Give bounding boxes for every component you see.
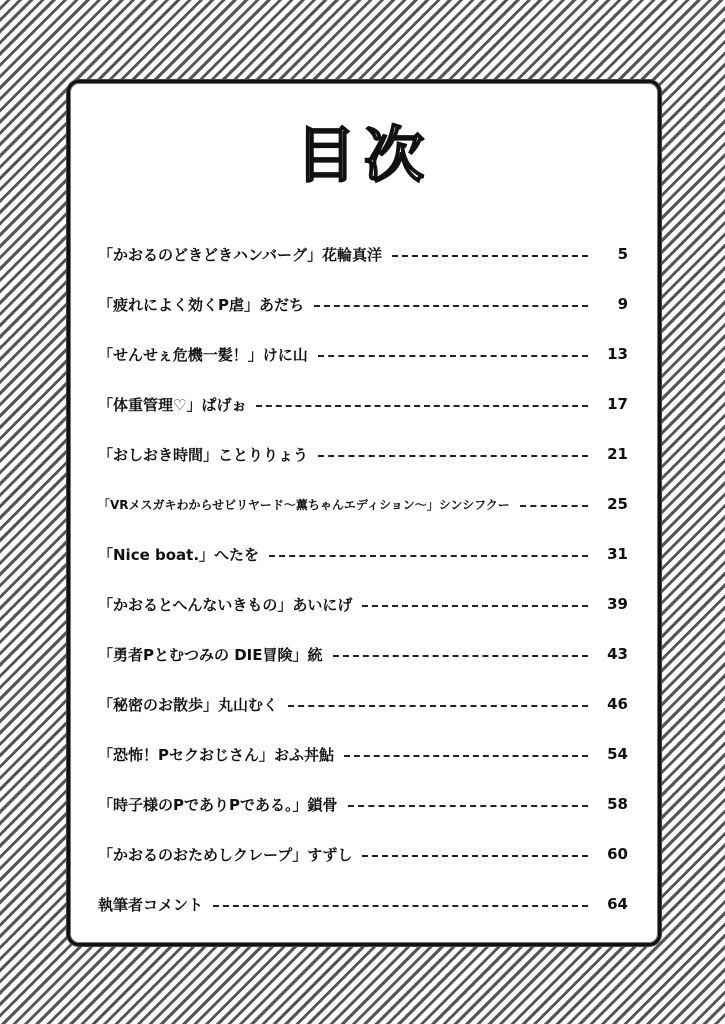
leader-dashes bbox=[213, 905, 588, 907]
leader-dashes bbox=[362, 855, 588, 857]
entry-title: 「Nice boat.」へたを bbox=[98, 545, 260, 564]
leader-dashes bbox=[348, 805, 589, 807]
entry-title: 「秘密のお散歩」丸山むく bbox=[98, 695, 279, 714]
entry-title: 「VRメスガキわからせビリヤード〜薫ちゃんエディション〜」シンシフクー bbox=[98, 497, 510, 512]
leader-dashes bbox=[318, 455, 588, 457]
entry-title: 「かおるとへんないきもの」あいにげ bbox=[98, 595, 353, 614]
entry-title: 「恐怖！Pセクおじさん」おふ丼鮎 bbox=[98, 745, 334, 764]
entry-page: 9 bbox=[617, 295, 628, 313]
toc-entry[interactable] bbox=[98, 479, 628, 529]
entry-page: 39 bbox=[607, 595, 628, 613]
entry-title: 「時子様のPでありPである。」鎖骨 bbox=[98, 795, 338, 814]
toc-entry[interactable] bbox=[98, 229, 628, 279]
entry-title: 「かおるのどきどきハンバーグ」花輪真洋 bbox=[98, 245, 382, 264]
entry-title: 「かおるのおためしクレープ」すずし bbox=[98, 845, 353, 864]
toc-list bbox=[98, 229, 628, 929]
leader-dashes bbox=[269, 555, 588, 557]
toc-entry[interactable] bbox=[98, 429, 628, 479]
entry-title: 「疲れによく効くP虐」あだち bbox=[98, 295, 304, 314]
toc-entry[interactable] bbox=[98, 279, 628, 329]
toc-entry[interactable] bbox=[98, 879, 628, 929]
page-title: 目次 bbox=[296, 121, 432, 191]
entry-title: 執筆者コメント bbox=[98, 895, 204, 914]
entry-page: 17 bbox=[607, 395, 628, 413]
entry-page: 21 bbox=[607, 445, 628, 463]
entry-page: 25 bbox=[607, 495, 628, 513]
leader-dashes bbox=[344, 755, 588, 757]
leader-dashes bbox=[256, 405, 588, 407]
leader-dashes bbox=[314, 305, 588, 307]
entry-page: 60 bbox=[607, 845, 628, 863]
toc-entry[interactable] bbox=[98, 329, 628, 379]
leader-dashes bbox=[392, 255, 588, 257]
toc-entry[interactable] bbox=[98, 729, 628, 779]
toc-entry[interactable] bbox=[98, 629, 628, 679]
leader-dashes bbox=[318, 355, 588, 357]
entry-title: 「体重管理♡」ぱげぉ bbox=[98, 395, 247, 414]
toc-entry[interactable] bbox=[98, 779, 628, 829]
entry-page: 13 bbox=[607, 345, 628, 363]
entry-page: 54 bbox=[607, 745, 628, 763]
toc-entry[interactable] bbox=[98, 379, 628, 429]
entry-title: 「せんせぇ危機一髪！」けに山 bbox=[98, 345, 308, 364]
leader-dashes bbox=[288, 705, 588, 707]
toc-entry[interactable] bbox=[98, 829, 628, 879]
toc-entry[interactable] bbox=[98, 679, 628, 729]
entry-title: 「勇者Pとむつみの DIE冒険」統 bbox=[98, 645, 323, 664]
leader-dashes bbox=[520, 505, 588, 507]
toc-entry[interactable] bbox=[98, 529, 628, 579]
entry-page: 46 bbox=[607, 695, 628, 713]
toc-entry[interactable] bbox=[98, 579, 628, 629]
entry-page: 43 bbox=[607, 645, 628, 663]
leader-dashes bbox=[362, 605, 588, 607]
entry-page: 64 bbox=[607, 895, 628, 913]
entry-page: 58 bbox=[607, 795, 628, 813]
toc-panel bbox=[67, 80, 661, 946]
leader-dashes bbox=[333, 655, 589, 657]
entry-page: 5 bbox=[617, 245, 628, 263]
entry-title: 「おしおき時間」ことりりょう bbox=[98, 445, 309, 464]
entry-page: 31 bbox=[607, 545, 628, 563]
